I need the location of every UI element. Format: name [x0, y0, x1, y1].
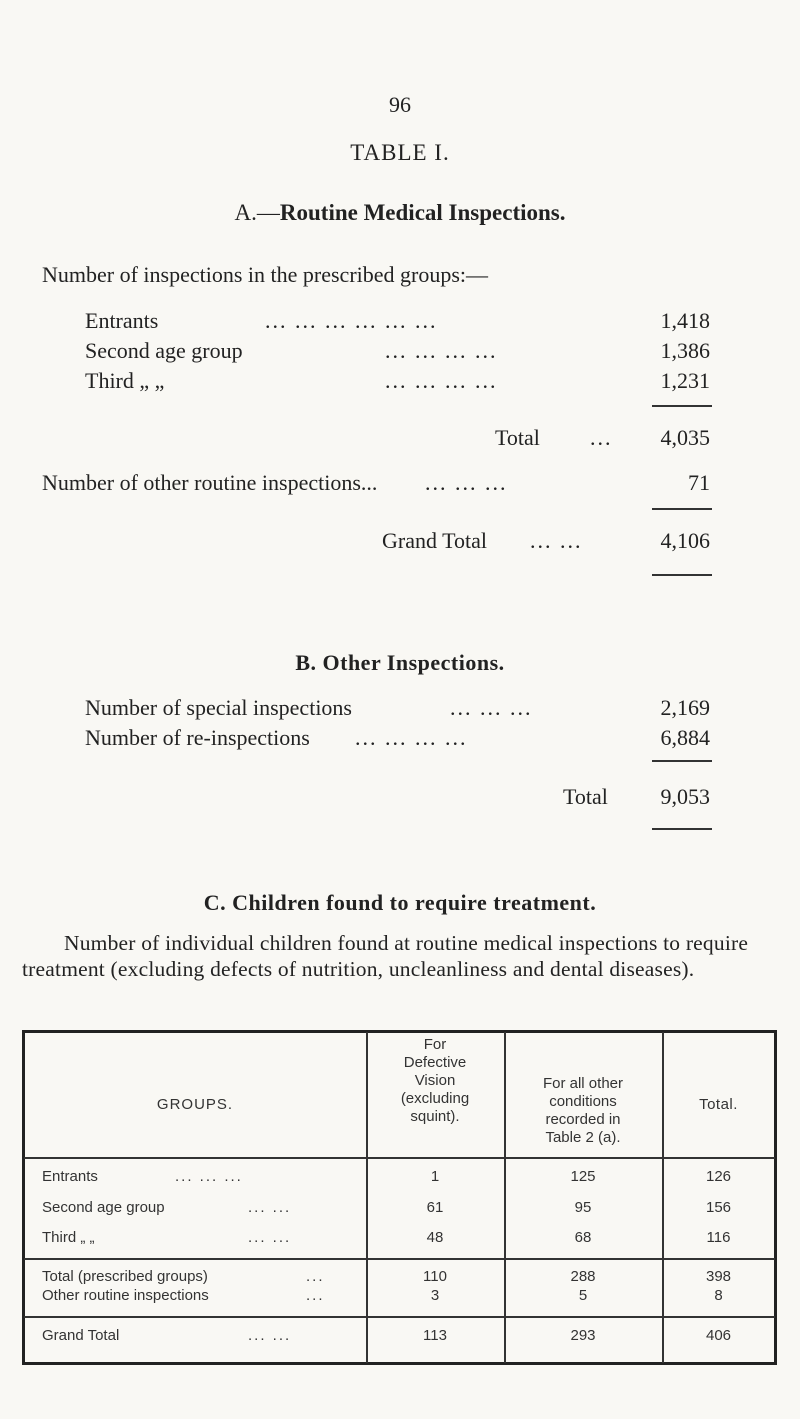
total-value: 4,035 [660, 425, 710, 450]
cell-vision: 3 [430, 1287, 440, 1304]
header-line: squint). [410, 1108, 460, 1125]
row-label: Total (prescribed groups) [42, 1268, 208, 1285]
header-other-conditions [504, 1075, 662, 1147]
cell-vision: 110 [423, 1268, 447, 1285]
header-divider [24, 1157, 775, 1159]
leader-dots: ... [306, 1268, 325, 1285]
row-value: 6,884 [660, 725, 710, 750]
row-label: Grand Total [42, 1327, 120, 1344]
section-a-title: Routine Medical Inspections. [279, 200, 566, 225]
other-value: 71 [688, 470, 710, 495]
cell-other: 125 [570, 1168, 596, 1185]
cell-other: 288 [570, 1268, 596, 1285]
grand-total-value: 4,106 [660, 528, 710, 553]
grand-total-rule [652, 508, 712, 510]
cell-vision: 113 [423, 1327, 447, 1344]
row-divider [24, 1316, 775, 1318]
cell-total: 8 [714, 1287, 723, 1304]
header-defective-vision [366, 1036, 504, 1126]
cell-other: 95 [574, 1199, 592, 1216]
section-a-prefix: A.— [234, 200, 280, 225]
leader-dots: ... ... ... [450, 695, 533, 720]
cell-vision: 61 [426, 1199, 444, 1216]
cell-total: 398 [705, 1268, 732, 1285]
cell-total: 156 [705, 1199, 732, 1216]
header-total: Total. [699, 1096, 738, 1113]
leader-dots: ... [306, 1287, 325, 1304]
subtotal-rule [652, 760, 712, 762]
header-groups: GROUPS. [156, 1096, 234, 1113]
leader-dots: ... ... [248, 1199, 292, 1216]
row-value: 1,231 [660, 368, 710, 393]
table-title: TABLE I. [350, 140, 450, 165]
grand-total-label: Grand Total [382, 528, 487, 553]
cell-total: 406 [705, 1327, 732, 1344]
leader-dots: ... ... ... [175, 1168, 243, 1185]
leader-dots: ... ... [248, 1327, 292, 1344]
section-a-intro: Number of inspections in the prescribed groups:— [42, 262, 489, 287]
cell-other: 293 [570, 1327, 596, 1344]
total-label: Total [495, 425, 540, 450]
subtotal-rule [652, 405, 712, 407]
section-c-heading: C. Children found to require treatment. [203, 890, 597, 915]
section-a-heading [0, 200, 800, 226]
leader-dots: ... [590, 425, 613, 450]
row-label: Second age group [42, 1199, 165, 1216]
cell-total: 116 [706, 1229, 731, 1246]
header-line: Vision [414, 1072, 456, 1089]
row-value: 1,418 [660, 308, 710, 333]
column-divider [662, 1032, 664, 1363]
header-line: recorded in [545, 1111, 621, 1128]
cell-other: 68 [574, 1229, 592, 1246]
leader-dots: ... ... ... ... [355, 725, 468, 750]
cell-other: 5 [578, 1287, 588, 1304]
other-label: Number of other routine inspections... [42, 470, 378, 495]
leader-dots: ... ... ... ... [385, 338, 498, 363]
header-line: Table 2 (a). [545, 1129, 621, 1146]
page-number: 96 [389, 92, 411, 117]
leader-dots: ... ... ... ... [385, 368, 498, 393]
header-line: conditions [549, 1093, 617, 1110]
row-label: Number of special inspections [85, 695, 352, 720]
row-label: Third „ „ [85, 368, 165, 393]
paragraph-text: Number of individual children found at routine medical inspections to require treatment (excluding defects of nutrition, uncleanliness and dental diseases). [22, 931, 749, 981]
cell-vision: 48 [426, 1229, 444, 1246]
header-line: Defective [403, 1054, 467, 1071]
row-divider [24, 1258, 775, 1260]
leader-dots: ... ... ... ... ... ... [265, 308, 438, 333]
section-c-paragraph [22, 930, 782, 982]
header-line: For all other [542, 1075, 624, 1092]
leader-dots: ... ... [530, 528, 583, 553]
section-b-heading: B. Other Inspections. [295, 650, 505, 675]
row-label: Number of re-inspections [85, 725, 310, 750]
header-line: For [423, 1036, 447, 1053]
row-value: 1,386 [660, 338, 710, 363]
closing-rule [652, 574, 712, 576]
header-line: (excluding [400, 1090, 470, 1107]
total-label: Total [563, 784, 608, 809]
leader-dots: ... ... ... [425, 470, 508, 495]
row-label: Entrants [42, 1168, 98, 1185]
total-value: 9,053 [660, 784, 710, 809]
cell-vision: 1 [430, 1168, 440, 1185]
closing-rule [652, 828, 712, 830]
row-label: Second age group [85, 338, 243, 363]
row-label: Other routine inspections [42, 1287, 209, 1304]
row-label: Third „ „ [42, 1229, 95, 1246]
row-value: 2,169 [660, 695, 710, 720]
cell-total: 126 [705, 1168, 732, 1185]
leader-dots: ... ... [248, 1229, 292, 1246]
row-label: Entrants [85, 308, 159, 333]
